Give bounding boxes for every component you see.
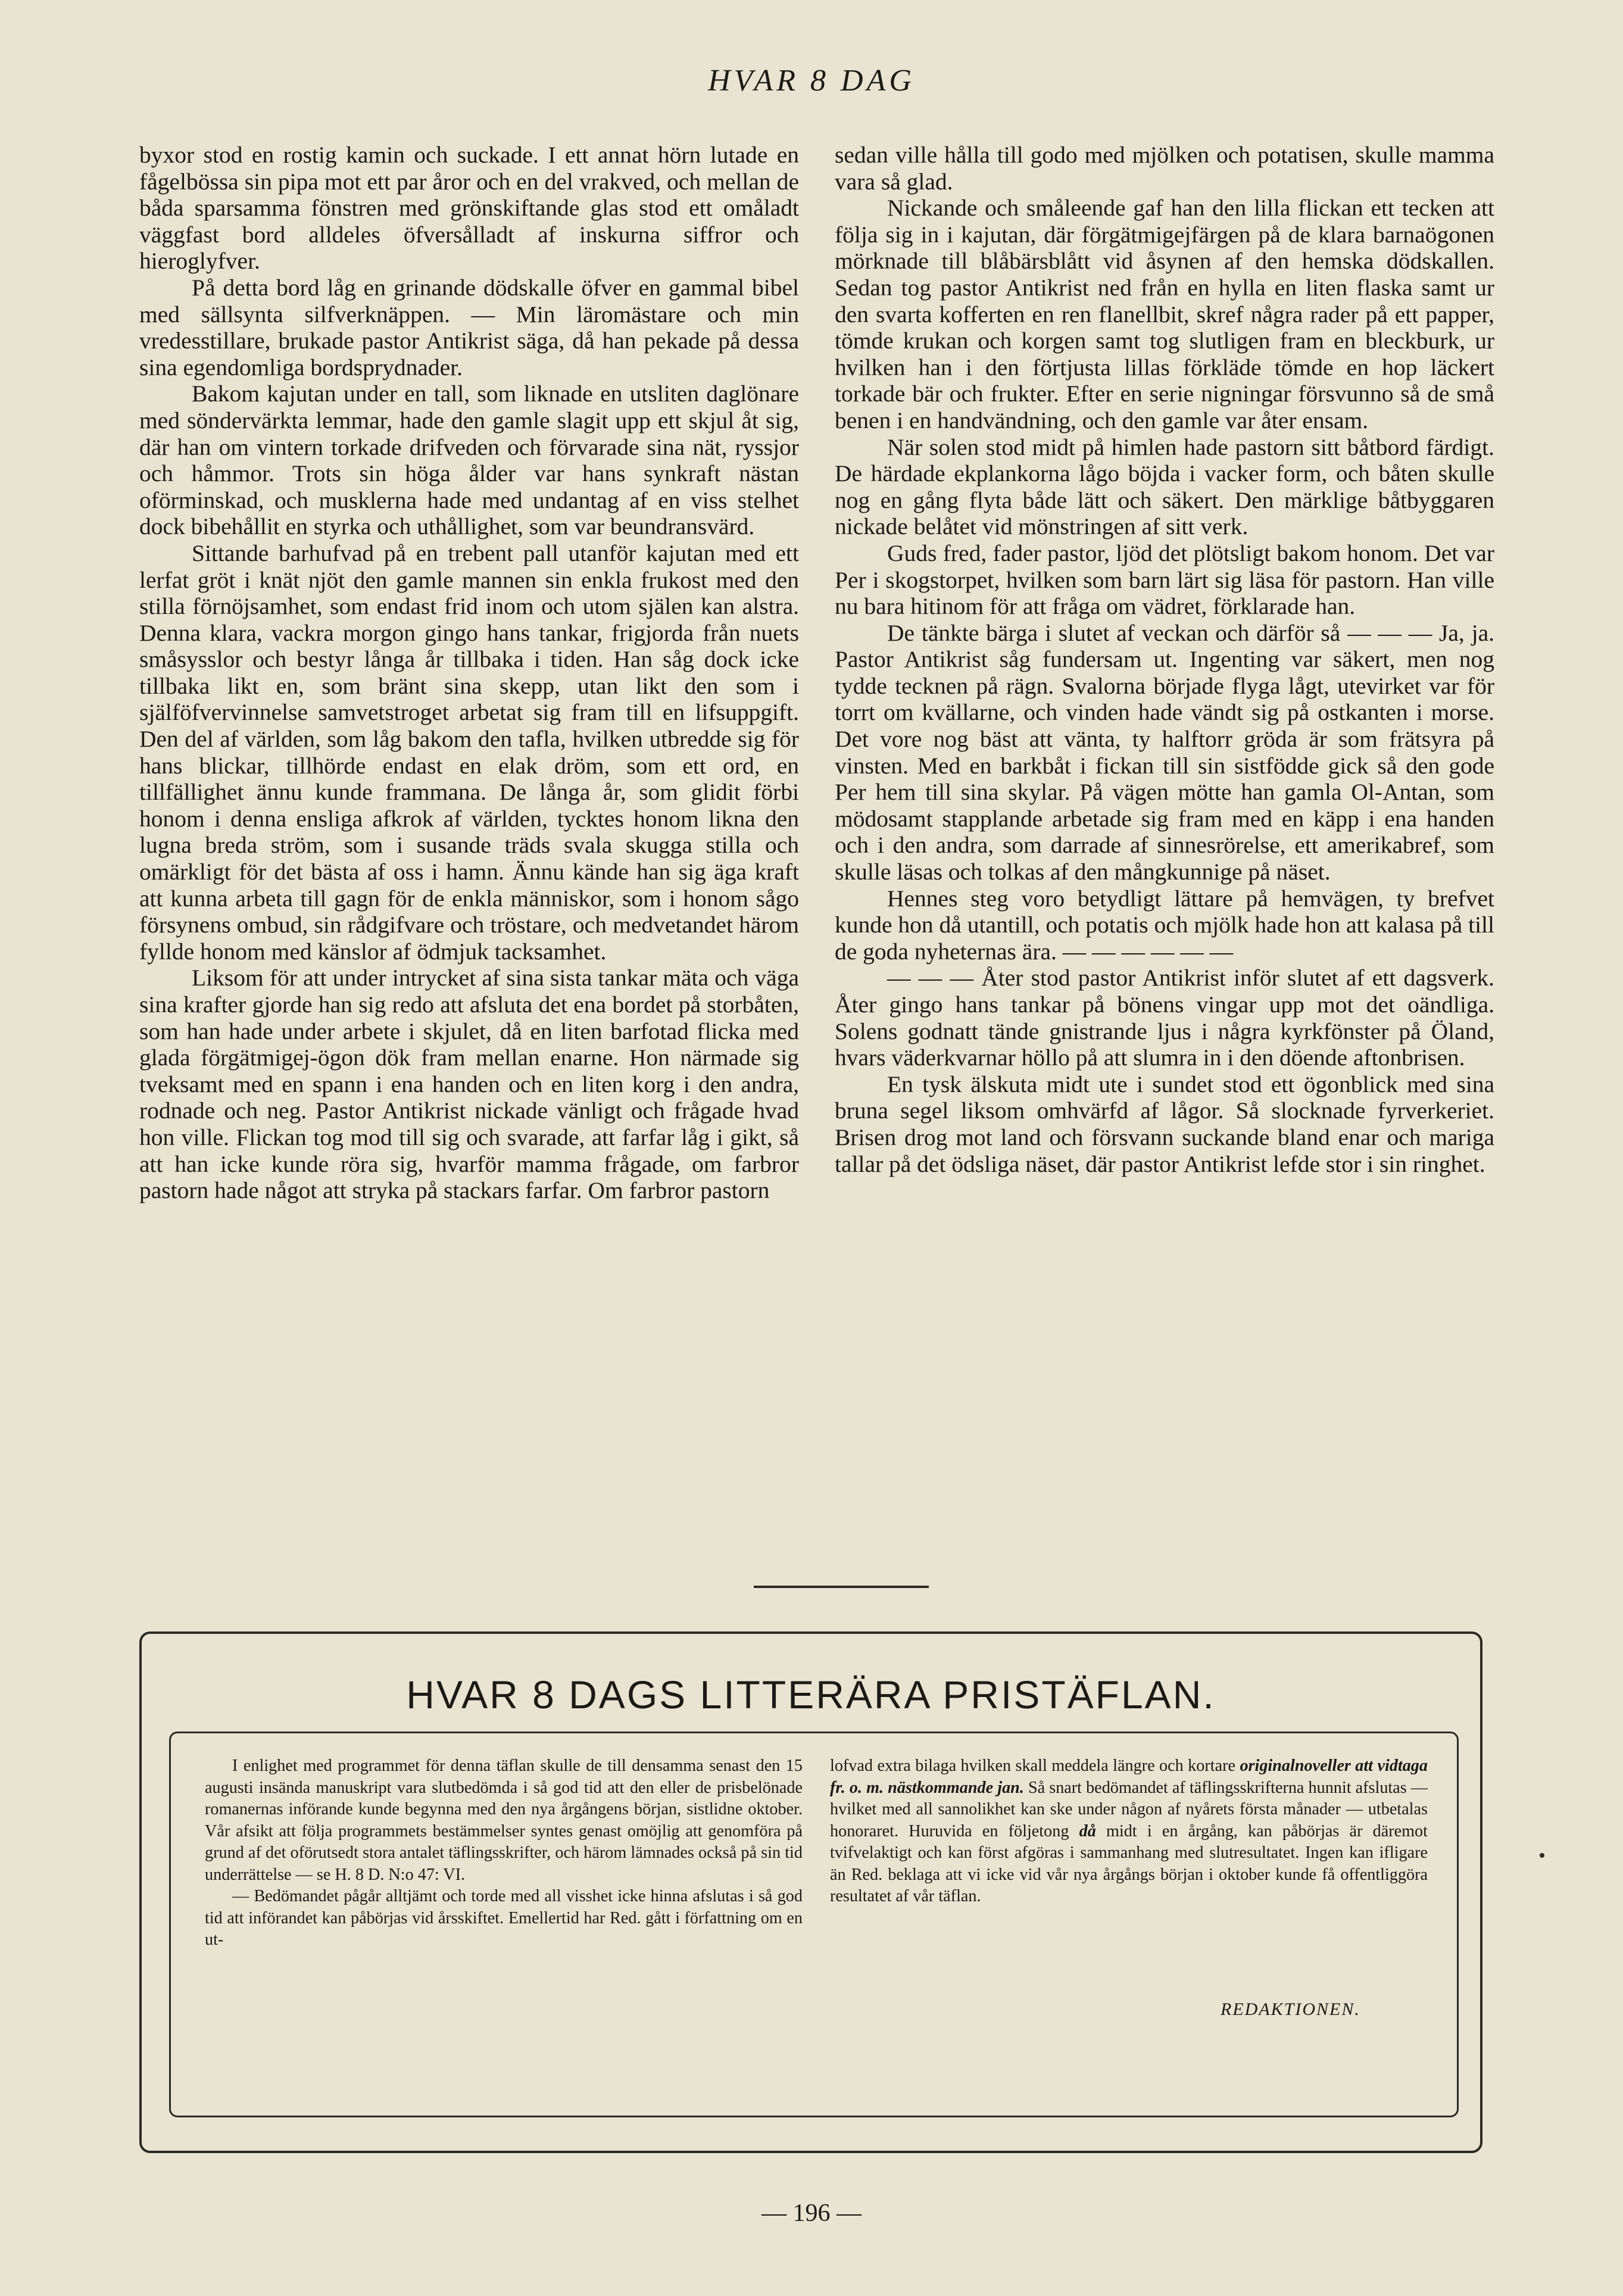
paragraph: På detta bord låg en grinande dödskalle öfver en gammal bibel med sällsynta silfverknäppen. — Min läromästare och min vredesstillare, brukade pastor Antikrist säga, då han pekade på dessa sina egendomliga bordsprydnader. bbox=[139, 274, 799, 380]
notice-text: Så snart bedömandet af täflingsskrifterna hunnit afslutas — hvilket med all sannolikhet kan ske under någon af nyårets första månader — utbetalas honoraret. Huruvida en följetong bbox=[830, 1778, 1428, 1840]
paragraph: När solen stod midt på himlen hade pastorn sitt båtbord färdigt. De härdade ekplankorna lågo böjda i vacker form, och båten skulle nog en gång flyta både lätt och säkert. Den märklige båtbyggaren nickade belåtet vid mönstringen af sitt verk. bbox=[835, 433, 1494, 540]
notice-right-column bbox=[830, 1755, 1428, 1908]
page-number: — 196 — bbox=[761, 2200, 862, 2227]
signature: REDAKTIONEN. bbox=[1221, 1999, 1360, 2019]
paragraph: Guds fred, fader pastor, ljöd det plötsligt bakom honom. Det var Per i skogstorpet, hvilken som barn lärt sig läsa för pastorn. Han ville nu bara hitinom för att fråga om vädret, förklarade han. bbox=[835, 539, 1494, 620]
notice-left-column bbox=[205, 1755, 803, 1951]
paragraph: sedan ville hålla till godo med mjölken och potatisen, skulle mamma vara så glad. bbox=[835, 142, 1494, 195]
paragraph: — — — Åter stod pastor Antikrist inför slutet af ett dagsverk. Åter gingo hans tankar på bönens vingar upp mot det oändliga. Solens godnatt tände gnistrande ljus i några kyrkfönster på Öland, hvars väderkvarnar höllo på att slumra in i den döende aftonbrisen. bbox=[835, 965, 1494, 1071]
notice-text: lofvad extra bilaga hvilken skall meddela längre och kortare bbox=[830, 1757, 1240, 1775]
paragraph: Nickande och småleende gaf han den lilla flickan ett tecken att följa sig in i kajutan, där förgätmigejfärgen på de klara barnaögonen mörknade till blåbärsblått vid åsynen af den hemska dödskallen. Sedan tog pastor Antikrist ned från en hylla en liten flaska samt ur den svarta kofferten en ren flanellbit, skref några rader på ett papper, tömde krukan och korgen samt tog slutligen fram en bleckburk, ur hvilken han i den förtjusta lillas förkläde tömde en hop läckert torkade bär och frukter. Efter en serie nigningar försvunno så de små benen i en handvändning, och den gamle var åter ensam. bbox=[835, 195, 1494, 433]
notice-paragraph: — Bedömandet pågår alltjämt och torde med all visshet icke hinna afslutas i så god tid att införandet kan påbörjas vid årsskiftet. Emellertid har Red. gått i författning om en ut- bbox=[205, 1887, 803, 1949]
paragraph: byxor stod en rostig kamin och suckade. I ett annat hörn lutade en fågelbössa sin pipa mot ett par åror och en del vrakved, och mellan de båda sparsamma fönstren med grönskiftande glas stod ett omåladt väggfast bord alldeles öfversålladt af inskurna siffror och hieroglyfver. bbox=[139, 142, 799, 274]
notice-text: midt i en årgång, kan påbörjas är däremot tvifvelaktigt och kan först afgöras i sammanhang med slutresultatet. Ingen kan ifligare än Red. beklaga att vi icke vid vår nya årgångs början i oktober kunde få offentliggöra resultatet af vår täflan. bbox=[830, 1821, 1428, 1905]
story-right-column bbox=[835, 142, 1494, 1177]
section-divider bbox=[754, 1586, 929, 1588]
notice-emphasis: originalnoveller att vidtaga fr. o. m. nästkommande jan. bbox=[830, 1757, 1428, 1797]
paragraph: En tysk älskuta midt ute i sundet stod ett ögonblick med sina bruna segel liksom omhvärfd af lågor. Så slocknade fyrverkeriet. Brisen drog mot land och försvann suckande bland enar och mariga tallar på det ödsliga näset, där pastor Antikrist lefde stor i sin ringhet. bbox=[835, 1071, 1494, 1177]
notice-title: HVAR 8 DAGS LITTERÄRA PRISTÄFLAN. bbox=[406, 1673, 1216, 1717]
paragraph: Bakom kajutan under en tall, som liknade en utsliten daglönare med söndervärkta lemmar, hade den gamle slagit upp ett skjul åt sig, där han om vintern torkade drifveden och förvarade sina nät, ryssjor och håmmor. Trots sin höga ålder var hans synkraft nästan oförminskad, och musklerna hade med undantag af en viss stelhet dock bibehållit en styrka och uthållighet, som var beundransvärd. bbox=[139, 380, 799, 540]
paragraph: Hennes steg voro betydligt lättare på hemvägen, ty brefvet kunde hon då utantill, och potatis och mjölk hade hon att kalasa på till de goda nyheternas ära. — — — — — — bbox=[835, 885, 1494, 965]
notice-emphasis: då bbox=[1079, 1821, 1096, 1840]
notice-paragraph: I enlighet med programmet för denna täflan skulle de till densamma senast den 15 augusti insända manuskript vara slutbedömda i så god tid att den eller de prisbelönade romanernas införande kunde begynna med den nya årgångens början, sistlidne oktober. Vår afsikt att följa programmets bestämmelser syntes genast omöjlig att genomföra på grund af det oförutsedt stora antalet täflingsskrifter, och härom lämnades också på sin tid underrättelse — se H. 8 D. N:o 47: VI. bbox=[205, 1757, 803, 1884]
paragraph: Sittande barhufvad på en trebent pall utanför kajutan med ett lerfat gröt i knät njöt den gamle mannen sin enkla frukost med den stilla förnöjsamhet, som endast frid inom och utom själen kan alstra. Denna klara, vackra morgon gingo hans tankar, frigjorda från nuets småsysslor och bestyr långa år tillbaka i tiden. Han såg dock icke tillbaka likt en, som bränt sina skepp, utan likt den som i själföfvervinnelse samvetstroget arbetat sig fram till en lifsuppgift. Den del af världen, som låg bakom den tafla, hvilken utbredde sig för hans blickar, tillhörde endast en elak dröm, som ett ord, en tillfällighet ännu kunde frammana. De långa år, som glidit förbi honom i denna ensliga afkrok af världen, tycktes honom likna den lugna breda ström, som i susande träds svala skugga stilla och omärkligt för det bästa af oss i hamn. Ännu kände han sig äga kraft att kunna arbeta till gagn för de enkla människor, som i honom sågo försynens ombud, sin rådgifvare och tröstare, och medvetandet härom fyllde honom med känslor af ödmjuk tacksamhet. bbox=[139, 539, 799, 965]
notice-paragraph bbox=[830, 1755, 1428, 1908]
paragraph: De tänkte bärga i slutet af veckan och därför så — — — Ja, ja. Pastor Antikrist såg fundersam ut. Ingenting var säkert, men nog tydde tecknen på rägn. Svalorna började flyga lågt, utevirket var för torrt om kvällarne, och vinden hade vändt sig på ostkanten i morse. Det vore nog bäst att vänta, ty halftorr gröda är som frätsyra på vinsten. Med en barkbåt i fickan till sin sistfödde gick så den gode Per hem till sina skylar. På vägen mötte han gamla Ol-Antan, som mödosamt stapplande arbetade sig fram med en käpp i ena handen och i den andra, som darrade af sinnesrörelse, ett amerikabref, som skulle läsas och tolkas af den mångkunnige på näset. bbox=[835, 619, 1494, 885]
story-left-column bbox=[139, 142, 799, 1204]
ink-speck bbox=[1540, 1853, 1544, 1858]
running-head: HVAR 8 DAG bbox=[708, 64, 915, 98]
paragraph: Liksom för att under intrycket af sina sista tankar mäta och väga sina krafter gjorde han sig redo att afsluta det ena bordet på storbåten, som han hade under arbete i skjulet, då en liten barfotad flicka med glada förgätmigej-ögon dök fram mellan enarne. Hon närmade sig tveksamt med en spann i ena handen och en liten korg i den andra, rodnade och neg. Pastor Antikrist nickade vänligt och frågade hvad hon ville. Flickan tog mod till sig och svarade, att farfar låg i gikt, så att han icke kunde röra sig, hvarför mamma frågade, om farbror pastorn hade något att stryka på stackars farfar. Om farbror pastorn bbox=[139, 965, 799, 1204]
